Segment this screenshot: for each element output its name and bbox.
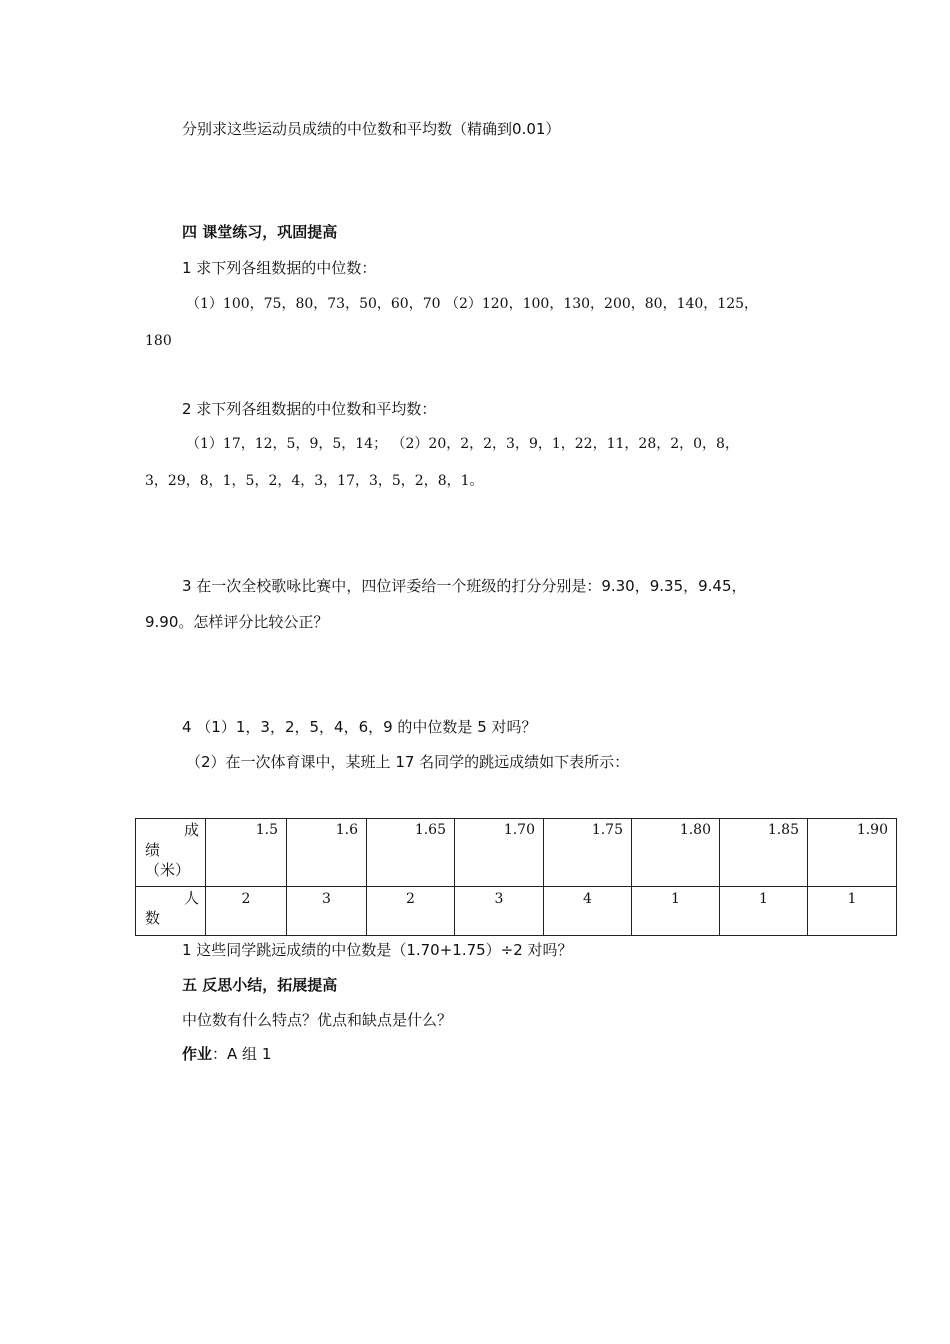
table-row [136, 887, 897, 936]
score-cell: 1.6 [287, 819, 367, 887]
q1-prompt: 1 求下列各组数据的中位数： [182, 259, 377, 277]
count-cell: 1 [720, 887, 808, 936]
row-header-score: 成 绩 （米） [136, 819, 206, 887]
q1-line2: 180 [145, 333, 172, 349]
q3-line1: 3 在一次全校歌咏比赛中，四位评委给一个班级的打分分别是：9.30，9.35，9.45， [182, 577, 747, 595]
section-5-title: 五 反思小结，拓展提高 [182, 976, 338, 994]
row-header-count: 人 数 [136, 887, 206, 936]
table-row [136, 819, 897, 887]
count-cell: 3 [287, 887, 367, 936]
count-cell: 1 [632, 887, 720, 936]
long-jump-table [135, 818, 897, 936]
score-cell: 1.90 [808, 819, 897, 887]
q1-line1: （1）100，75，80，73，50，60，70 （2）120，100，130，200，80，140，125， [186, 296, 759, 312]
q4-part2: （2）在一次体育课中，某班上 17 名同学的跳远成绩如下表所示： [186, 753, 630, 771]
score-cell: 1.65 [367, 819, 455, 887]
homework-label: 作业 [182, 1045, 213, 1063]
q2-line1: （1）17，12，5，9，5，14； （2）20，2，2，3，9，1，22，11，28，2，0，8， [186, 436, 739, 452]
after-table-question: 1 这些同学跳远成绩的中位数是（1.70+1.75）÷2 对吗？ [182, 941, 573, 959]
score-cell: 1.5 [206, 819, 287, 887]
q3-line2: 9.90。怎样评分比较公正？ [145, 613, 329, 631]
q2-line2: 3，29，8，1，5，2，4，3，17，3，5，2，8，1。 [145, 473, 484, 489]
q2-prompt: 2 求下列各组数据的中位数和平均数： [182, 400, 437, 418]
count-cell: 3 [455, 887, 544, 936]
score-cell: 1.80 [632, 819, 720, 887]
count-cell: 4 [544, 887, 632, 936]
count-cell: 2 [367, 887, 455, 936]
intro-line: 分别求这些运动员成绩的中位数和平均数（精确到0.01） [182, 120, 561, 138]
homework-text: ：A 组 1 [212, 1045, 272, 1063]
section-4-title: 四 课堂练习，巩固提高 [182, 223, 338, 241]
homework-line [182, 1044, 271, 1064]
score-cell: 1.85 [720, 819, 808, 887]
count-cell: 2 [206, 887, 287, 936]
score-cell: 1.70 [455, 819, 544, 887]
score-cell: 1.75 [544, 819, 632, 887]
count-cell: 1 [808, 887, 897, 936]
section-5-question: 中位数有什么特点？优点和缺点是什么？ [182, 1011, 453, 1029]
q4-part1: 4 （1）1，3，2，5，4，6，9 的中位数是 5 对吗？ [182, 718, 537, 736]
